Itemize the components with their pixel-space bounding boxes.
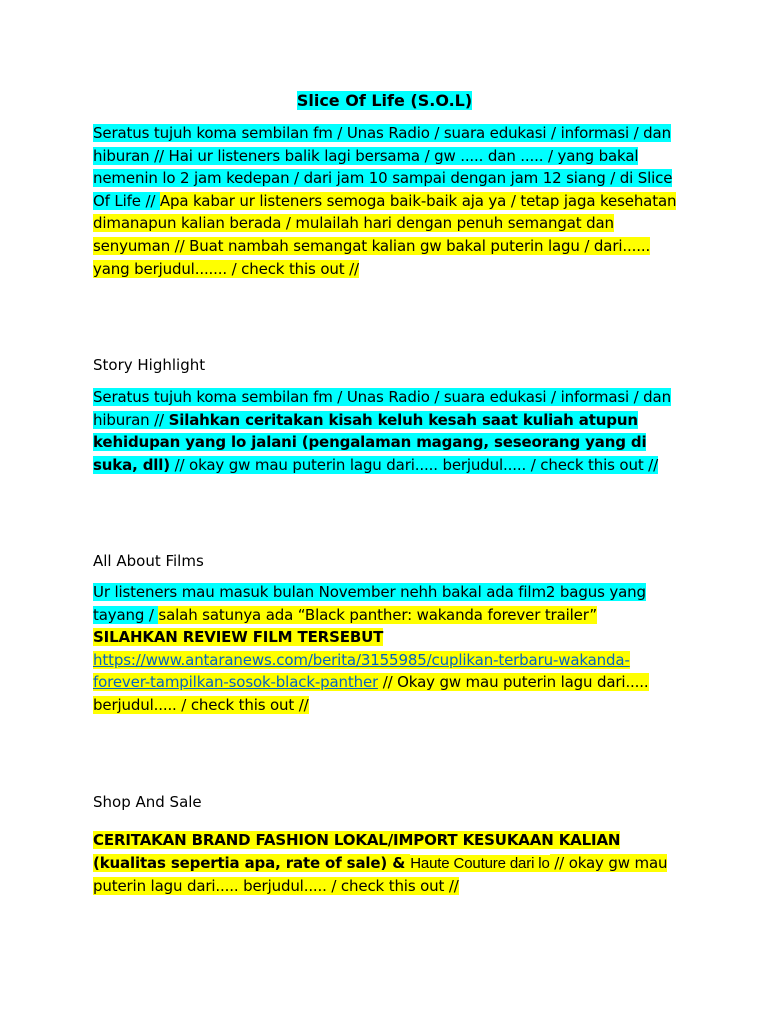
shop-and-sale-heading: Shop And Sale xyxy=(93,793,202,811)
films-paragraph xyxy=(93,581,683,717)
shop-bold-text: CERITAKAN BRAND FASHION LOKAL/IMPORT KESUKAAN KALIAN (kualitas sepertia apa, rate of sale) & xyxy=(93,831,621,872)
story-cyan-text-2: // okay gw mau puterin lagu dari..... berjudul..... / check this out // xyxy=(170,455,658,474)
all-about-films-heading: All About Films xyxy=(93,552,204,570)
story-highlight-paragraph xyxy=(93,386,683,476)
intro-yellow-text: Apa kabar ur listeners semoga baik-baik aja ya / tetap jaga kesehatan dimanapun kalian berada / mulailah hari dengan penuh semangat dan senyuman // Buat nambah semangat kalian gw bakal puterin lagu / dari...... yang berjudul....... / check this out // xyxy=(93,191,677,278)
sol-intro-paragraph xyxy=(93,122,683,280)
shop-normal-text: Haute Couture dari lo xyxy=(410,854,550,872)
shop-paragraph xyxy=(93,829,683,898)
title-text: Slice Of Life (S.O.L) xyxy=(296,91,473,110)
films-bold-text: SILAHKAN REVIEW FILM TERSEBUT xyxy=(93,628,384,647)
document-title xyxy=(93,90,676,112)
story-highlight-heading: Story Highlight xyxy=(93,356,206,374)
films-yellow-tail: // Okay gw mau puterin lagu dari..... berjudul..... / check this out // xyxy=(93,673,649,714)
films-yellow-text: salah satunya ada “Black panther: wakanda forever trailer” xyxy=(158,605,597,624)
shop-yellow-tail: // okay gw mau puterin lagu dari..... berjudul..... / check this out // xyxy=(93,853,668,896)
story-bold-text: Silahkan ceritakan kisah keluh kesah saat kuliah atupun kehidupan yang lo jalani (pengalaman magang, seseorang yang di suka, dll) xyxy=(93,410,647,474)
films-article-link[interactable]: https://www.antaranews.com/berita/3155985/cuplikan-terbaru-wakanda-forever-tampilkan-sosok-black-panther xyxy=(93,650,630,692)
films-cyan-text: Ur listeners mau masuk bulan November nehh bakal ada film2 bagus yang tayang / xyxy=(93,583,646,624)
story-cyan-text-1: Seratus tujuh koma sembilan fm / Unas Radio / suara edukasi / informasi / dan hiburan // xyxy=(93,388,671,429)
intro-cyan-text: Seratus tujuh koma sembilan fm / Unas Radio / suara edukasi / informasi / dan hiburan // Hai ur listeners balik lagi bersama / gw ..... dan ..... / yang bakal nemenin lo 2 jam kedepan / dari jam 10 sampai dengan jam 12 siang / di Slice Of Life // xyxy=(93,124,673,210)
